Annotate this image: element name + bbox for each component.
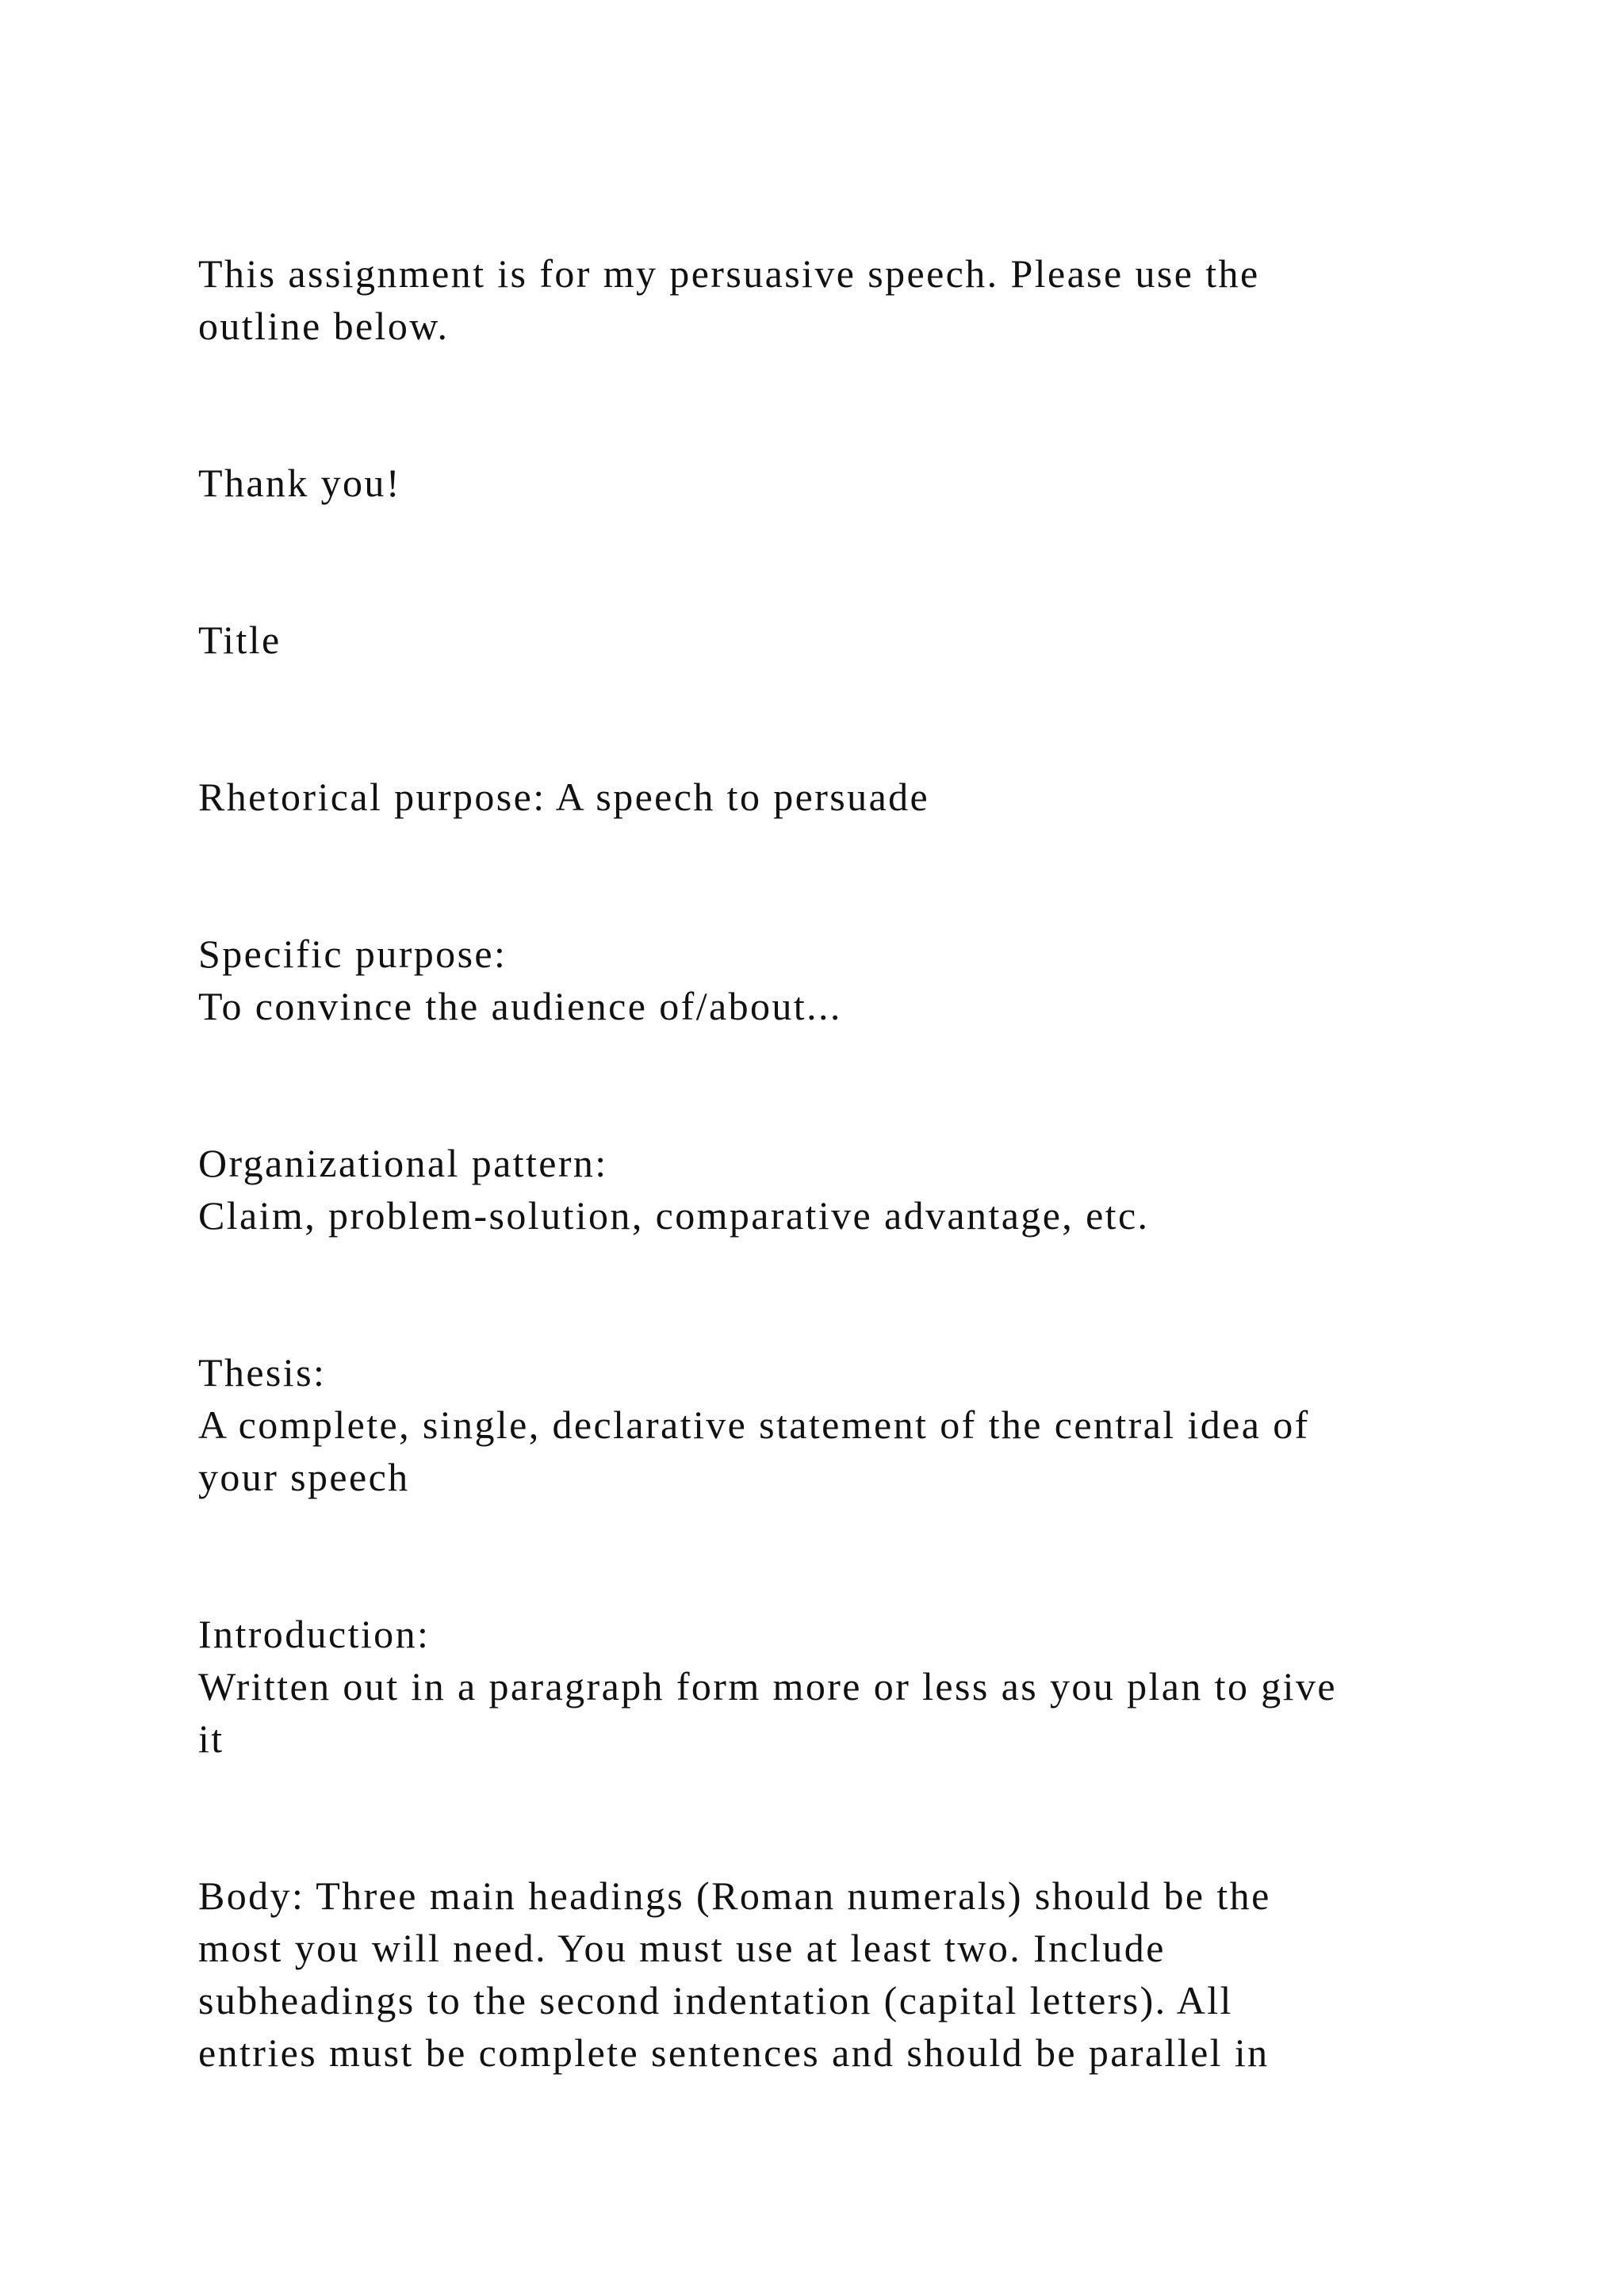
body-section [198, 1869, 1451, 2079]
rhetorical-purpose-text: Rhetorical purpose: A speech to persuade [198, 775, 930, 819]
thesis-section [198, 1346, 1451, 1503]
organizational-pattern-label: Organizational pattern: [198, 1141, 608, 1185]
title-paragraph [198, 614, 1451, 666]
title-label: Title [198, 618, 282, 662]
specific-purpose-section [198, 928, 1451, 1032]
thanks-paragraph [198, 457, 1451, 509]
specific-purpose-text: To convince the audience of/about... [198, 984, 842, 1028]
introduction-line-1: Written out in a paragraph form more or less as you plan to give [198, 1664, 1337, 1709]
body-line-2: most you will need. You must use at least two. Include [198, 1926, 1166, 1970]
specific-purpose-label: Specific purpose: [198, 932, 508, 976]
thanks-text: Thank you! [198, 461, 401, 505]
rhetorical-purpose-paragraph [198, 771, 1451, 823]
introduction-section [198, 1608, 1451, 1765]
intro-paragraph [198, 247, 1451, 352]
thesis-line-2: your speech [198, 1455, 410, 1499]
intro-line-1: This assignment is for my persuasive speech. Please use the [198, 251, 1260, 296]
body-line-3: subheadings to the second indentation (capital letters). All [198, 1978, 1233, 2022]
organizational-pattern-text: Claim, problem-solution, comparative advantage, etc. [198, 1193, 1150, 1238]
introduction-line-2: it [198, 1716, 224, 1761]
organizational-pattern-section [198, 1137, 1451, 1242]
introduction-label: Introduction: [198, 1612, 431, 1656]
body-line-4: entries must be complete sentences and should be parallel in [198, 2030, 1270, 2075]
thesis-line-1: A complete, single, declarative statement of the central idea of [198, 1402, 1310, 1447]
body-line-1: Body: Three main headings (Roman numerals) should be the [198, 1873, 1271, 1918]
thesis-label: Thesis: [198, 1350, 327, 1395]
intro-line-2: outline below. [198, 304, 450, 348]
